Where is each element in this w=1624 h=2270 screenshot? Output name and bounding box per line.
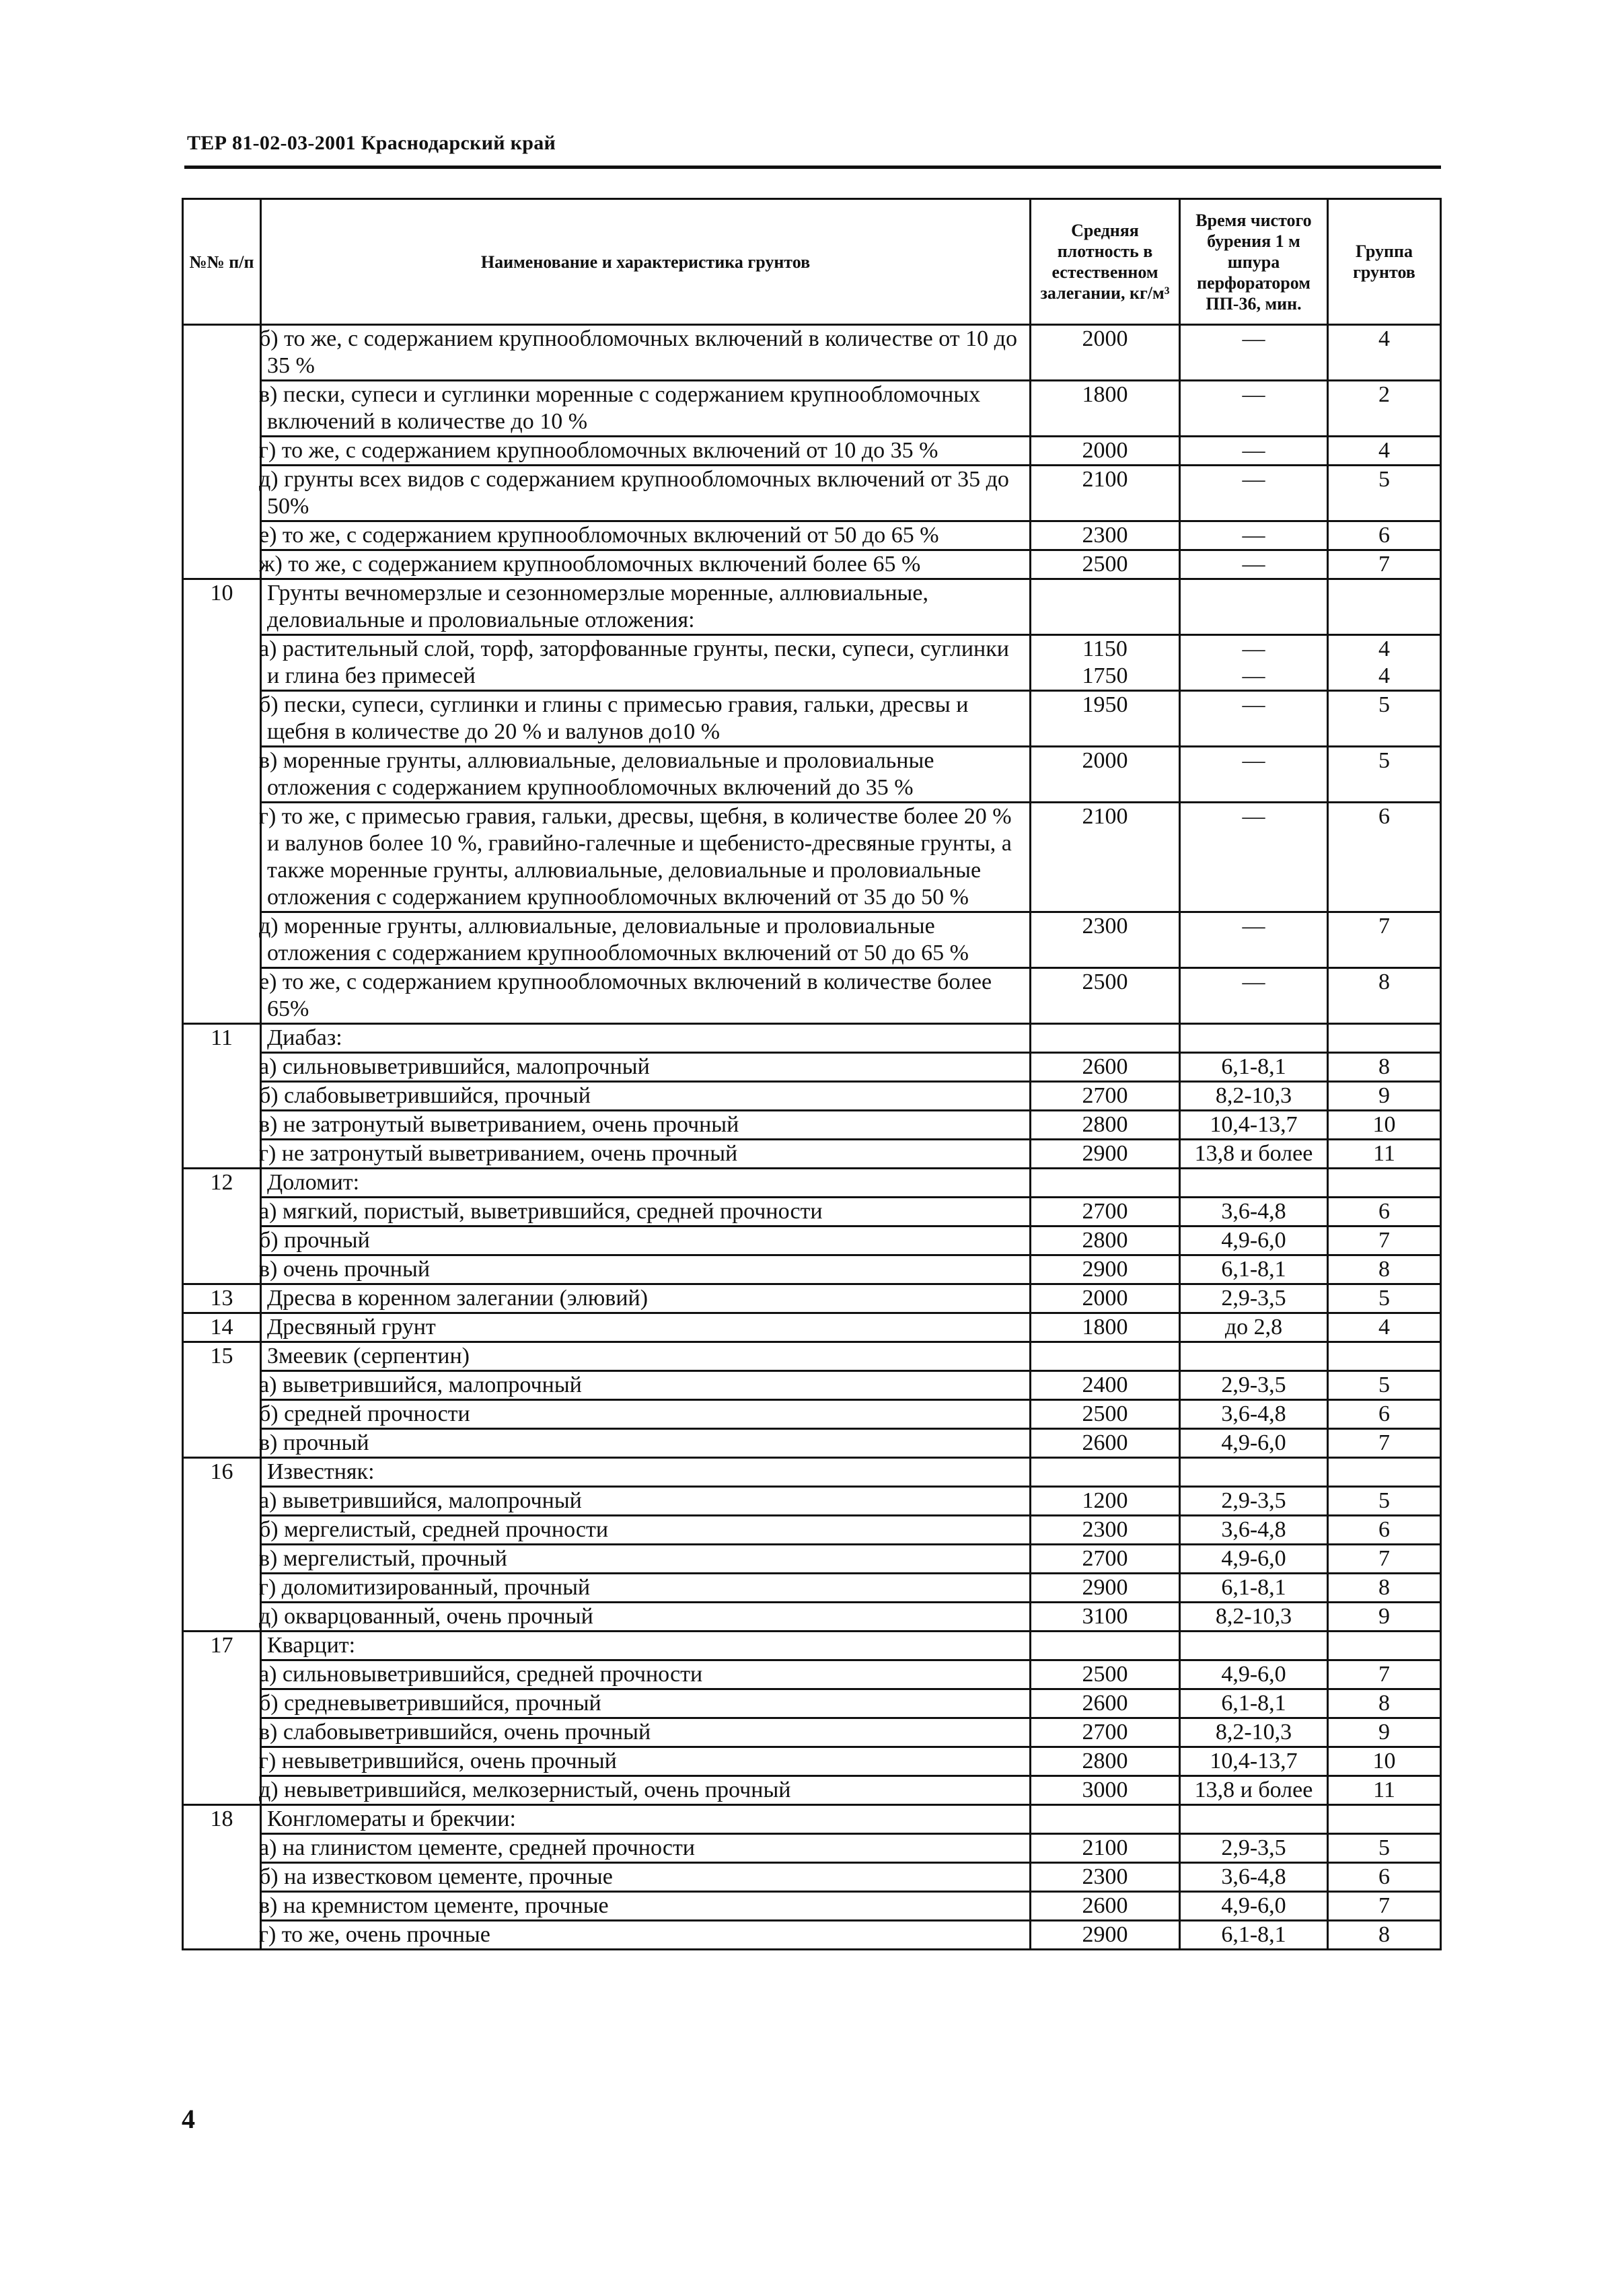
soil-group-cell: 9 bbox=[1328, 1082, 1441, 1111]
table-row bbox=[183, 1805, 1441, 1834]
drilling-time-cell bbox=[1180, 1632, 1328, 1660]
soil-group-cell: 5 bbox=[1328, 747, 1441, 803]
density-cell: 2000 bbox=[1031, 325, 1180, 381]
table-row bbox=[183, 1516, 1441, 1545]
soil-group-cell: 7 bbox=[1328, 550, 1441, 579]
density-cell: 3100 bbox=[1031, 1603, 1180, 1632]
drilling-time-cell bbox=[1180, 1169, 1328, 1198]
item-number-cell: 15 bbox=[183, 1342, 261, 1458]
soil-name-cell: а) на глинистом цементе, средней прочности bbox=[261, 1834, 1031, 1863]
table-row bbox=[183, 1371, 1441, 1400]
soil-name-cell: б) то же, с содержанием крупнообломочных включений в количестве от 10 до 35 % bbox=[261, 325, 1031, 381]
drilling-time-cell: 4,9-6,0 bbox=[1180, 1892, 1328, 1921]
soil-name-cell: д) моренные грунты, аллювиальные, деловиальные и проловиальные отложения с содержанием крупнообломочных включений от 50 до 65 % bbox=[261, 912, 1031, 968]
soil-name-cell: Кварцит: bbox=[261, 1632, 1031, 1660]
drilling-time-cell: 2,9-3,5 bbox=[1180, 1834, 1328, 1863]
soil-name-cell: г) невыветрившийся, очень прочный bbox=[261, 1747, 1031, 1776]
table-row bbox=[183, 1603, 1441, 1632]
drilling-time-cell: 13,8 и более bbox=[1180, 1776, 1328, 1805]
density-cell: 2700 bbox=[1031, 1545, 1180, 1574]
table-row bbox=[183, 1660, 1441, 1689]
table-row bbox=[183, 912, 1441, 968]
density-cell: 2000 bbox=[1031, 437, 1180, 466]
table-row bbox=[183, 1226, 1441, 1255]
soil-group-cell: 5 bbox=[1328, 1371, 1441, 1400]
soil-group-cell: 7 bbox=[1328, 1545, 1441, 1574]
column-header-soil-group: Группа грунтов bbox=[1328, 199, 1441, 325]
drilling-time-cell: 8,2-10,3 bbox=[1180, 1603, 1328, 1632]
table-row bbox=[183, 968, 1441, 1024]
table-row bbox=[183, 1921, 1441, 1950]
drilling-time-cell: 8,2-10,3 bbox=[1180, 1082, 1328, 1111]
density-cell: 2900 bbox=[1031, 1574, 1180, 1603]
soil-group-cell: 11 bbox=[1328, 1776, 1441, 1805]
soil-name-cell: в) очень прочный bbox=[261, 1255, 1031, 1284]
soil-name-cell: Конгломераты и брекчии: bbox=[261, 1805, 1031, 1834]
drilling-time-cell: — bbox=[1180, 968, 1328, 1024]
density-cell: 1200 bbox=[1031, 1487, 1180, 1516]
soil-group-cell: 5 bbox=[1328, 1834, 1441, 1863]
table-row bbox=[183, 466, 1441, 521]
table-row bbox=[183, 1342, 1441, 1371]
soil-group-cell: 4 bbox=[1328, 437, 1441, 466]
soil-name-cell: Дресва в коренном залегании (элювий) bbox=[261, 1284, 1031, 1313]
soil-group-cell bbox=[1328, 1458, 1441, 1487]
soil-group-cell: 10 bbox=[1328, 1747, 1441, 1776]
soil-group-cell: 2 bbox=[1328, 381, 1441, 437]
column-header-drilling-time: Время чистого бурения 1 м шпура перфоратором ПП-36, мин. bbox=[1180, 199, 1328, 325]
column-header-density: Средняя плотность в естественном залегании, кг/м³ bbox=[1031, 199, 1180, 325]
table-row bbox=[183, 1111, 1441, 1140]
table-row bbox=[183, 1169, 1441, 1198]
drilling-time-cell: — bbox=[1180, 803, 1328, 912]
soil-name-cell: в) на кремнистом цементе, прочные bbox=[261, 1892, 1031, 1921]
soil-name-cell: а) выветрившийся, малопрочный bbox=[261, 1487, 1031, 1516]
density-cell: 2600 bbox=[1031, 1429, 1180, 1458]
soil-group-cell: 7 bbox=[1328, 1892, 1441, 1921]
density-cell bbox=[1031, 1342, 1180, 1371]
table-row bbox=[183, 1198, 1441, 1226]
soil-name-cell: г) то же, с содержанием крупнообломочных включений от 10 до 35 % bbox=[261, 437, 1031, 466]
soil-group-cell: 9 bbox=[1328, 1718, 1441, 1747]
drilling-time-cell: 3,6-4,8 bbox=[1180, 1400, 1328, 1429]
table-row bbox=[183, 1284, 1441, 1313]
soil-group-cell bbox=[1328, 1169, 1441, 1198]
table-row bbox=[183, 1747, 1441, 1776]
table-row bbox=[183, 1632, 1441, 1660]
drilling-time-cell bbox=[1180, 1024, 1328, 1053]
soil-group-cell: 4 bbox=[1328, 1313, 1441, 1342]
density-cell: 2500 bbox=[1031, 968, 1180, 1024]
drilling-time-cell: — bbox=[1180, 550, 1328, 579]
soil-group-cell: 5 bbox=[1328, 1284, 1441, 1313]
density-cell: 2900 bbox=[1031, 1255, 1180, 1284]
density-cell bbox=[1031, 1632, 1180, 1660]
table-row bbox=[183, 1140, 1441, 1169]
drilling-time-cell: — bbox=[1180, 912, 1328, 968]
density-cell: 1150 1750 bbox=[1031, 635, 1180, 691]
table-row bbox=[183, 1024, 1441, 1053]
soil-name-cell: в) не затронутый выветриванием, очень прочный bbox=[261, 1111, 1031, 1140]
table-row bbox=[183, 1313, 1441, 1342]
soil-group-cell: 10 bbox=[1328, 1111, 1441, 1140]
density-cell: 3000 bbox=[1031, 1776, 1180, 1805]
soil-group-cell: 7 bbox=[1328, 1429, 1441, 1458]
drilling-time-cell bbox=[1180, 579, 1328, 635]
density-cell: 2600 bbox=[1031, 1892, 1180, 1921]
table-row bbox=[183, 1863, 1441, 1892]
item-number-cell: 13 bbox=[183, 1284, 261, 1313]
soil-name-cell: в) моренные грунты, аллювиальные, деловиальные и проловиальные отложения с содержанием крупнообломочных включений до 35 % bbox=[261, 747, 1031, 803]
soil-group-cell: 7 bbox=[1328, 1226, 1441, 1255]
drilling-time-cell: 4,9-6,0 bbox=[1180, 1660, 1328, 1689]
density-cell: 2300 bbox=[1031, 1863, 1180, 1892]
soil-name-cell: б) средневыветрившийся, прочный bbox=[261, 1689, 1031, 1718]
drilling-time-cell: 2,9-3,5 bbox=[1180, 1371, 1328, 1400]
table-row bbox=[183, 325, 1441, 381]
table-row bbox=[183, 579, 1441, 635]
drilling-time-cell: до 2,8 bbox=[1180, 1313, 1328, 1342]
soil-name-cell: Грунты вечномерзлые и сезонномерзлые моренные, аллювиальные, деловиальные и проловиальные отложения: bbox=[261, 579, 1031, 635]
density-cell bbox=[1031, 1805, 1180, 1834]
soil-group-cell: 6 bbox=[1328, 1198, 1441, 1226]
soil-name-cell: а) растительный слой, торф, заторфованные грунты, пески, супеси, суглинки и глина без примесей bbox=[261, 635, 1031, 691]
soil-group-cell: 5 bbox=[1328, 466, 1441, 521]
density-cell: 2700 bbox=[1031, 1718, 1180, 1747]
soil-name-cell: е) то же, с содержанием крупнообломочных включений от 50 до 65 % bbox=[261, 521, 1031, 550]
soil-name-cell: Доломит: bbox=[261, 1169, 1031, 1198]
table-row bbox=[183, 1834, 1441, 1863]
soil-name-cell: а) выветрившийся, малопрочный bbox=[261, 1371, 1031, 1400]
soil-name-cell: г) не затронутый выветриванием, очень прочный bbox=[261, 1140, 1031, 1169]
drilling-time-cell: 10,4-13,7 bbox=[1180, 1111, 1328, 1140]
table-row bbox=[183, 1082, 1441, 1111]
header-rule bbox=[184, 166, 1441, 169]
table-row bbox=[183, 691, 1441, 747]
soil-name-cell: б) пески, супеси, суглинки и глины с примесью гравия, гальки, дресвы и щебня в количестве до 20 % и валунов до10 % bbox=[261, 691, 1031, 747]
drilling-time-cell: 6,1-8,1 bbox=[1180, 1689, 1328, 1718]
table-row bbox=[183, 437, 1441, 466]
soil-group-cell: 6 bbox=[1328, 1400, 1441, 1429]
page-number: 4 bbox=[182, 2104, 195, 2134]
density-cell: 2800 bbox=[1031, 1226, 1180, 1255]
drilling-time-cell: 6,1-8,1 bbox=[1180, 1255, 1328, 1284]
drilling-time-cell: 6,1-8,1 bbox=[1180, 1053, 1328, 1082]
drilling-time-cell: — bbox=[1180, 437, 1328, 466]
column-header-number: №№ п/п bbox=[183, 199, 261, 325]
drilling-time-cell: 2,9-3,5 bbox=[1180, 1284, 1328, 1313]
table-row bbox=[183, 803, 1441, 912]
soil-group-cell: 4 bbox=[1328, 325, 1441, 381]
drilling-time-cell: — bbox=[1180, 466, 1328, 521]
drilling-time-cell: — bbox=[1180, 747, 1328, 803]
density-cell: 2500 bbox=[1031, 1660, 1180, 1689]
item-number-cell: 12 bbox=[183, 1169, 261, 1284]
density-cell: 1950 bbox=[1031, 691, 1180, 747]
density-cell: 2100 bbox=[1031, 466, 1180, 521]
soil-name-cell: б) слабовыветрившийся, прочный bbox=[261, 1082, 1031, 1111]
density-cell bbox=[1031, 1458, 1180, 1487]
soil-group-cell bbox=[1328, 579, 1441, 635]
item-number-cell: 11 bbox=[183, 1024, 261, 1169]
item-number-cell: 18 bbox=[183, 1805, 261, 1950]
soil-name-cell: д) грунты всех видов с содержанием крупнообломочных включений от 35 до 50% bbox=[261, 466, 1031, 521]
density-cell: 2500 bbox=[1031, 550, 1180, 579]
soil-name-cell: б) на известковом цементе, прочные bbox=[261, 1863, 1031, 1892]
running-head: ТЕР 81-02-03-2001 Краснодарский край bbox=[187, 132, 556, 154]
soil-group-cell: 6 bbox=[1328, 803, 1441, 912]
density-cell: 2300 bbox=[1031, 521, 1180, 550]
soil-name-cell: б) средней прочности bbox=[261, 1400, 1031, 1429]
table-row bbox=[183, 1053, 1441, 1082]
table-header-row bbox=[183, 199, 1441, 325]
density-cell: 2500 bbox=[1031, 1400, 1180, 1429]
table-row bbox=[183, 1689, 1441, 1718]
soil-group-cell: 8 bbox=[1328, 1689, 1441, 1718]
drilling-time-cell: — — bbox=[1180, 635, 1328, 691]
soil-name-cell: д) окварцованный, очень прочный bbox=[261, 1603, 1031, 1632]
density-cell bbox=[1031, 1169, 1180, 1198]
soil-name-cell: г) доломитизированный, прочный bbox=[261, 1574, 1031, 1603]
table-row bbox=[183, 381, 1441, 437]
soil-name-cell: в) пески, супеси и суглинки моренные с содержанием крупнообломочных включений в количестве до 10 % bbox=[261, 381, 1031, 437]
density-cell: 2100 bbox=[1031, 1834, 1180, 1863]
drilling-time-cell: 3,6-4,8 bbox=[1180, 1863, 1328, 1892]
soil-groups-table bbox=[182, 198, 1442, 1950]
soil-group-cell: 6 bbox=[1328, 1863, 1441, 1892]
density-cell: 2100 bbox=[1031, 803, 1180, 912]
density-cell: 2900 bbox=[1031, 1921, 1180, 1950]
table-row bbox=[183, 550, 1441, 579]
drilling-time-cell: 4,9-6,0 bbox=[1180, 1545, 1328, 1574]
soil-name-cell: Дресвяный грунт bbox=[261, 1313, 1031, 1342]
drilling-time-cell bbox=[1180, 1805, 1328, 1834]
density-cell: 2700 bbox=[1031, 1198, 1180, 1226]
density-cell: 2700 bbox=[1031, 1082, 1180, 1111]
soil-name-cell: ж) то же, с содержанием крупнообломочных включений более 65 % bbox=[261, 550, 1031, 579]
density-cell: 2300 bbox=[1031, 912, 1180, 968]
table-row bbox=[183, 1892, 1441, 1921]
density-cell: 2000 bbox=[1031, 1284, 1180, 1313]
drilling-time-cell: — bbox=[1180, 691, 1328, 747]
soil-name-cell: б) прочный bbox=[261, 1226, 1031, 1255]
drilling-time-cell: 2,9-3,5 bbox=[1180, 1487, 1328, 1516]
soil-group-cell bbox=[1328, 1632, 1441, 1660]
density-cell: 2800 bbox=[1031, 1747, 1180, 1776]
drilling-time-cell: 10,4-13,7 bbox=[1180, 1747, 1328, 1776]
table-row bbox=[183, 635, 1441, 691]
table-row bbox=[183, 1458, 1441, 1487]
soil-group-cell: 8 bbox=[1328, 968, 1441, 1024]
soil-name-cell: а) мягкий, пористый, выветрившийся, средней прочности bbox=[261, 1198, 1031, 1226]
item-number-cell: 16 bbox=[183, 1458, 261, 1632]
soil-group-cell: 11 bbox=[1328, 1140, 1441, 1169]
table-row bbox=[183, 1429, 1441, 1458]
soil-group-cell: 5 bbox=[1328, 1487, 1441, 1516]
table-row bbox=[183, 1255, 1441, 1284]
soil-name-cell: в) слабовыветрившийся, очень прочный bbox=[261, 1718, 1031, 1747]
item-number-cell: 14 bbox=[183, 1313, 261, 1342]
soil-name-cell: г) то же, с примесью гравия, гальки, дресвы, щебня, в количестве более 20 % и валунов более 10 %, гравийно-галечные и щебенисто-дресвяные грунты, а также моренные грунты, аллювиальные, деловиальные и проловиальные отложения с содержанием крупнообломочных включений от 35 до 50 % bbox=[261, 803, 1031, 912]
drilling-time-cell: 3,6-4,8 bbox=[1180, 1198, 1328, 1226]
density-cell: 2400 bbox=[1031, 1371, 1180, 1400]
soil-group-cell: 7 bbox=[1328, 1660, 1441, 1689]
soil-group-cell: 6 bbox=[1328, 1516, 1441, 1545]
soil-name-cell: Известняк: bbox=[261, 1458, 1031, 1487]
soil-group-cell bbox=[1328, 1024, 1441, 1053]
soil-group-cell: 8 bbox=[1328, 1053, 1441, 1082]
table-row bbox=[183, 1545, 1441, 1574]
density-cell bbox=[1031, 1024, 1180, 1053]
density-cell bbox=[1031, 579, 1180, 635]
density-cell: 2000 bbox=[1031, 747, 1180, 803]
table-row bbox=[183, 1400, 1441, 1429]
density-cell: 1800 bbox=[1031, 1313, 1180, 1342]
soil-group-cell: 4 4 bbox=[1328, 635, 1441, 691]
drilling-time-cell bbox=[1180, 1342, 1328, 1371]
soil-group-cell bbox=[1328, 1805, 1441, 1834]
drilling-time-cell: 3,6-4,8 bbox=[1180, 1516, 1328, 1545]
soil-name-cell: в) прочный bbox=[261, 1429, 1031, 1458]
density-cell: 1800 bbox=[1031, 381, 1180, 437]
item-number-cell bbox=[183, 325, 261, 579]
soil-group-cell: 6 bbox=[1328, 521, 1441, 550]
soil-name-cell: а) сильновыветрившийся, средней прочности bbox=[261, 1660, 1031, 1689]
drilling-time-cell: — bbox=[1180, 325, 1328, 381]
drilling-time-cell: — bbox=[1180, 521, 1328, 550]
table-row bbox=[183, 1776, 1441, 1805]
soil-name-cell: б) мергелистый, средней прочности bbox=[261, 1516, 1031, 1545]
soil-group-cell: 5 bbox=[1328, 691, 1441, 747]
soil-name-cell: Змеевик (серпентин) bbox=[261, 1342, 1031, 1371]
table-row bbox=[183, 1574, 1441, 1603]
drilling-time-cell: 4,9-6,0 bbox=[1180, 1226, 1328, 1255]
density-cell: 2900 bbox=[1031, 1140, 1180, 1169]
table-body bbox=[183, 325, 1441, 1950]
drilling-time-cell: 4,9-6,0 bbox=[1180, 1429, 1328, 1458]
table-row bbox=[183, 1718, 1441, 1747]
density-cell: 2800 bbox=[1031, 1111, 1180, 1140]
soil-group-cell bbox=[1328, 1342, 1441, 1371]
density-cell: 2600 bbox=[1031, 1053, 1180, 1082]
soil-group-cell: 7 bbox=[1328, 912, 1441, 968]
table-row bbox=[183, 747, 1441, 803]
soil-name-cell: Диабаз: bbox=[261, 1024, 1031, 1053]
soil-name-cell: г) то же, очень прочные bbox=[261, 1921, 1031, 1950]
soil-name-cell: в) мергелистый, прочный bbox=[261, 1545, 1031, 1574]
drilling-time-cell bbox=[1180, 1458, 1328, 1487]
drilling-time-cell: 8,2-10,3 bbox=[1180, 1718, 1328, 1747]
soil-group-cell: 9 bbox=[1328, 1603, 1441, 1632]
table-row bbox=[183, 1487, 1441, 1516]
soil-name-cell: д) невыветрившийся, мелкозернистый, очень прочный bbox=[261, 1776, 1031, 1805]
soil-name-cell: а) сильновыветрившийся, малопрочный bbox=[261, 1053, 1031, 1082]
drilling-time-cell: 6,1-8,1 bbox=[1180, 1921, 1328, 1950]
drilling-time-cell: 6,1-8,1 bbox=[1180, 1574, 1328, 1603]
table-row bbox=[183, 521, 1441, 550]
soil-group-cell: 8 bbox=[1328, 1255, 1441, 1284]
drilling-time-cell: — bbox=[1180, 381, 1328, 437]
soil-group-cell: 8 bbox=[1328, 1574, 1441, 1603]
item-number-cell: 10 bbox=[183, 579, 261, 1024]
column-header-soil-name: Наименование и характеристика грунтов bbox=[261, 199, 1031, 325]
item-number-cell: 17 bbox=[183, 1632, 261, 1805]
density-cell: 2300 bbox=[1031, 1516, 1180, 1545]
density-cell: 2600 bbox=[1031, 1689, 1180, 1718]
soil-group-cell: 8 bbox=[1328, 1921, 1441, 1950]
soil-name-cell: е) то же, с содержанием крупнообломочных включений в количестве более 65% bbox=[261, 968, 1031, 1024]
drilling-time-cell: 13,8 и более bbox=[1180, 1140, 1328, 1169]
